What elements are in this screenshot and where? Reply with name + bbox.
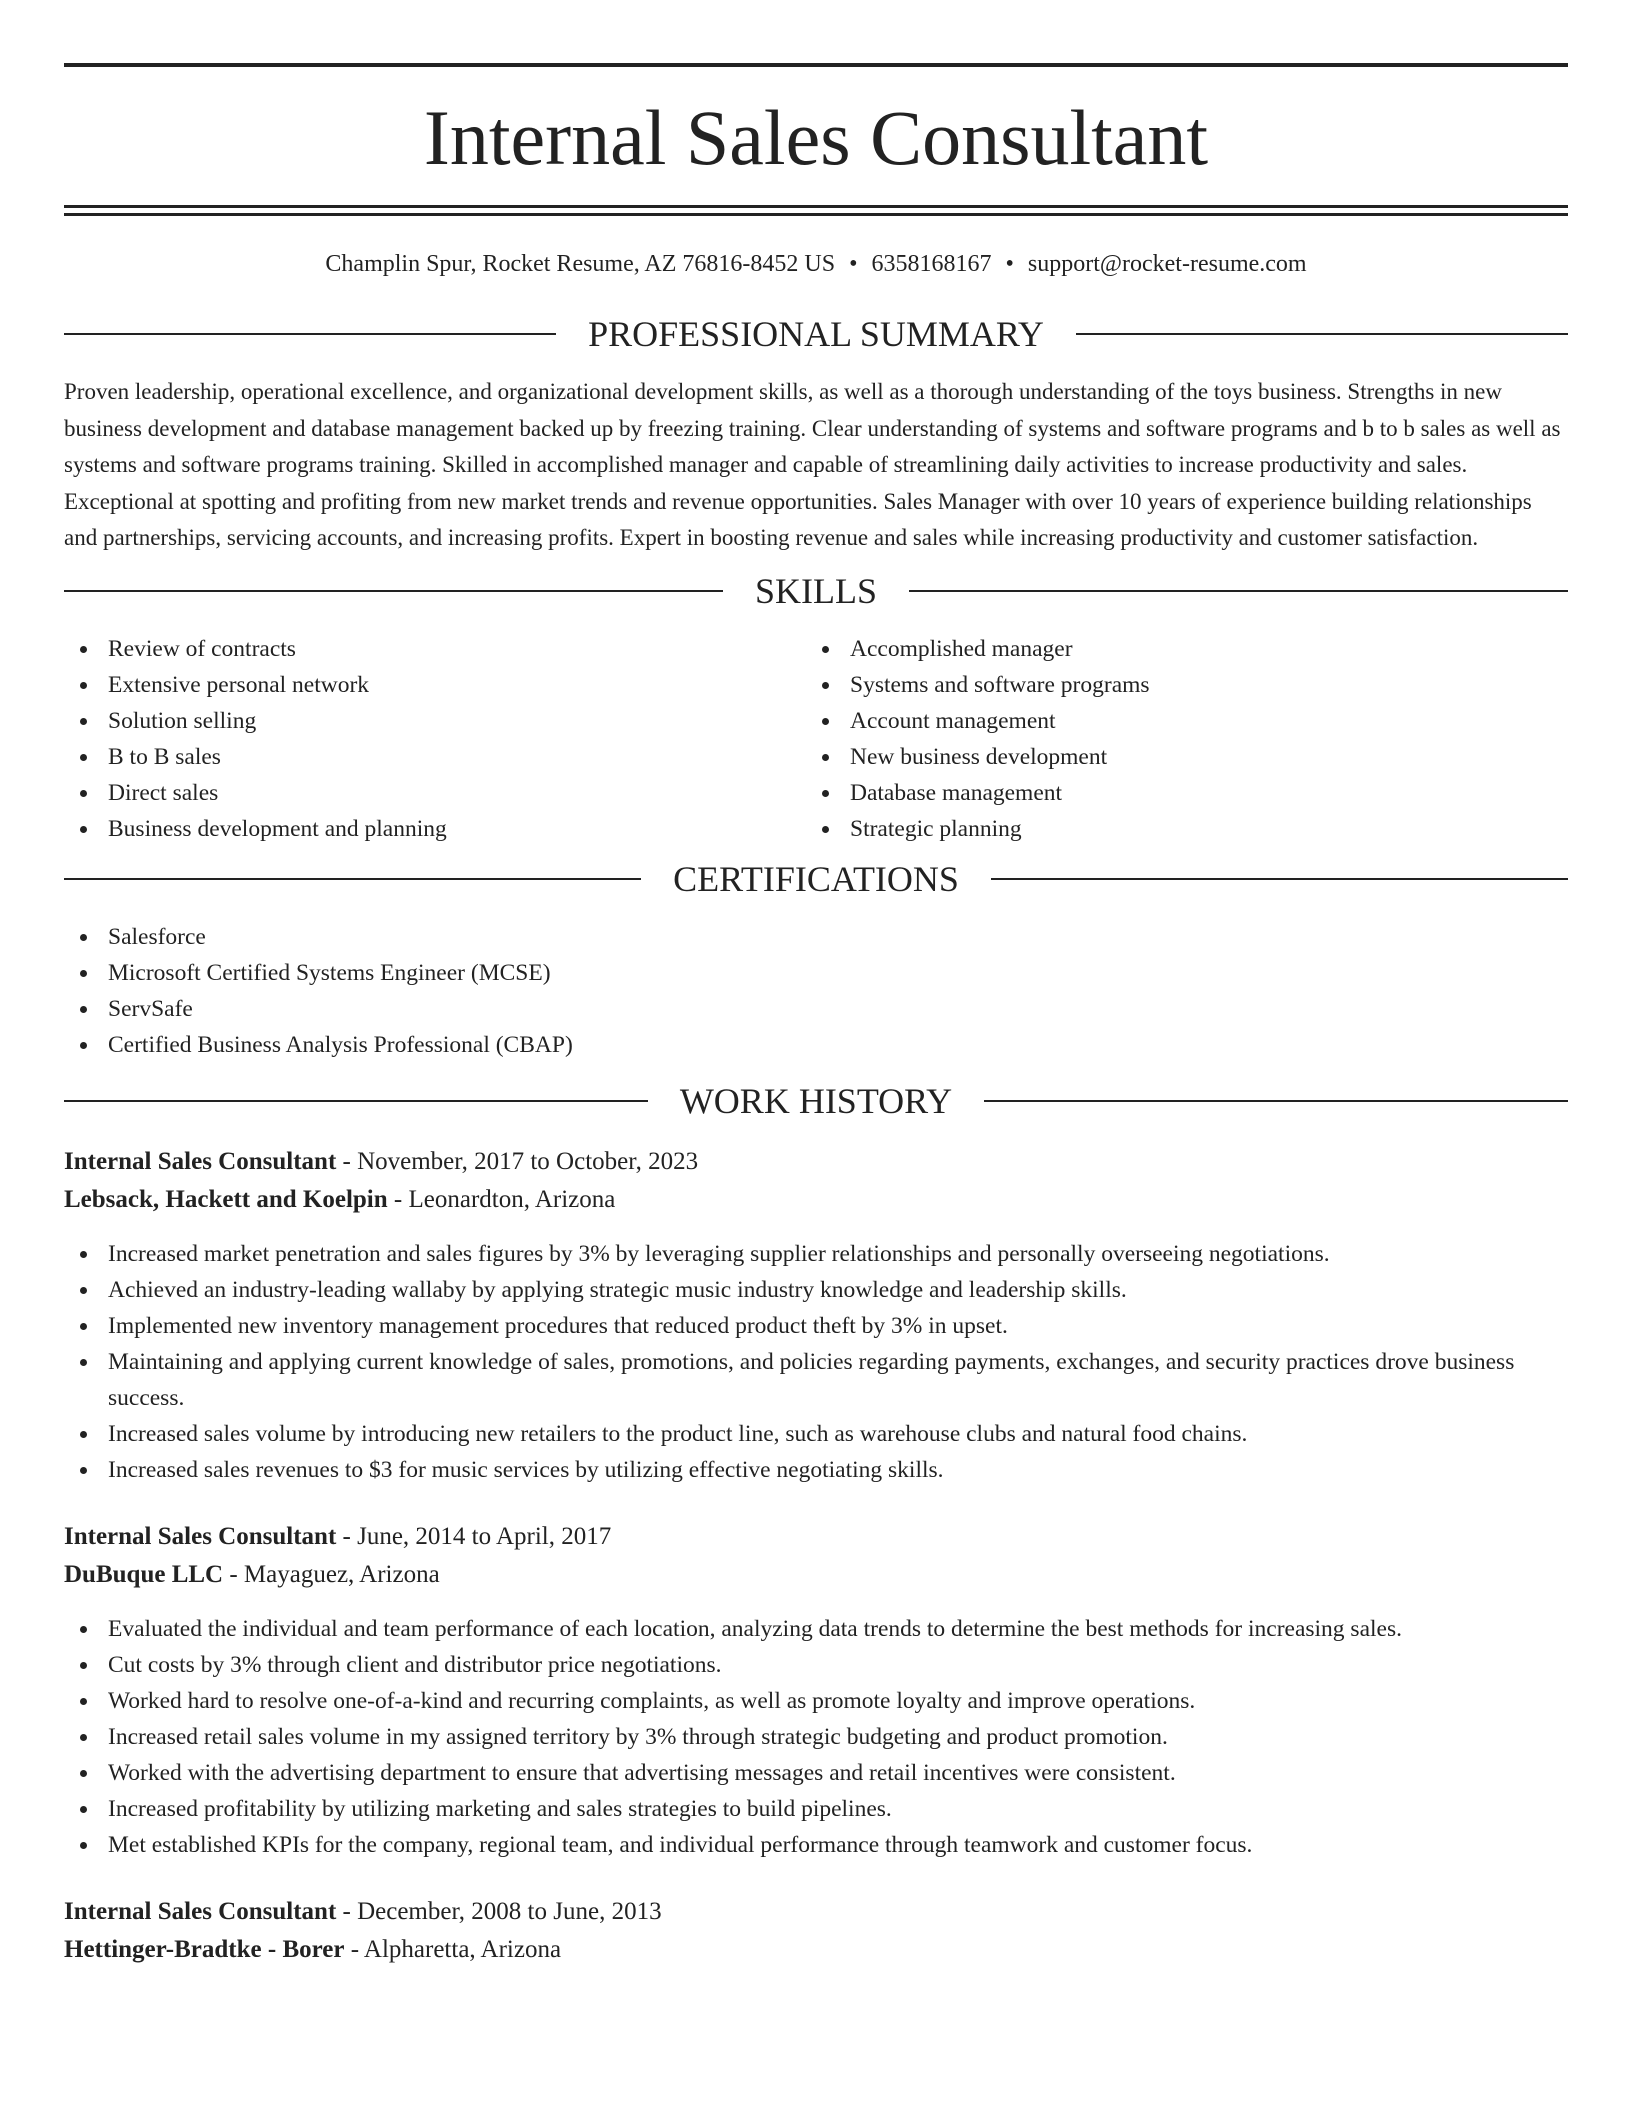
skill-item: Solution selling bbox=[64, 703, 806, 739]
job-role: Internal Sales Consultant bbox=[64, 1522, 337, 1550]
skill-item: Review of contracts bbox=[64, 631, 806, 667]
job-dates: - December, 2008 to June, 2013 bbox=[336, 1897, 662, 1925]
job-bullet: Cut costs by 3% through client and distributor price negotiations. bbox=[64, 1647, 1568, 1683]
section-title-work-history: WORK HISTORY bbox=[679, 1080, 953, 1121]
job-title-line bbox=[64, 1518, 1568, 1556]
skills-list-left bbox=[64, 631, 806, 847]
section-rule-right bbox=[909, 590, 1568, 592]
contact-email[interactable]: support@rocket-resume.com bbox=[1027, 251, 1307, 277]
skill-item: Systems and software programs bbox=[806, 667, 1568, 703]
job-entry bbox=[64, 1143, 1568, 1488]
section-title-certifications: CERTIFICATIONS bbox=[673, 858, 959, 899]
section-rule-right bbox=[984, 1100, 1568, 1102]
job-bullet: Increased sales revenues to $3 for music services by utilizing effective negotiating skills. bbox=[64, 1452, 1568, 1488]
job-company: Lebsack, Hackett and Koelpin bbox=[64, 1185, 388, 1213]
section-title-skills: SKILLS bbox=[755, 570, 878, 611]
job-company-line bbox=[64, 1931, 1568, 1969]
job-dates: - November, 2017 to October, 2023 bbox=[336, 1147, 699, 1175]
job-bullet: Maintaining and applying current knowledge of sales, promotions, and policies regarding payments, exchanges, and security practices drove business success. bbox=[64, 1344, 1568, 1416]
skill-item: New business development bbox=[806, 739, 1568, 775]
job-company: Hettinger-Bradtke - Borer bbox=[64, 1935, 345, 1963]
skill-item: B to B sales bbox=[64, 739, 806, 775]
contact-line bbox=[64, 252, 1568, 276]
job-title-line bbox=[64, 1143, 1568, 1181]
skill-item: Extensive personal network bbox=[64, 667, 806, 703]
top-rule bbox=[64, 63, 1568, 67]
skill-item: Account management bbox=[806, 703, 1568, 739]
skill-item: Database management bbox=[806, 775, 1568, 811]
job-role: Internal Sales Consultant bbox=[64, 1897, 337, 1925]
section-rule-left bbox=[64, 1100, 648, 1102]
resume-title: Internal Sales Consultant bbox=[423, 94, 1209, 181]
job-bullet: Met established KPIs for the company, regional team, and individual performance through teamwork and customer focus. bbox=[64, 1827, 1568, 1863]
skills-list-right bbox=[806, 631, 1568, 847]
section-header-work-history bbox=[64, 1081, 1568, 1121]
job-bullets bbox=[64, 1236, 1568, 1488]
contact-address: Champlin Spur, Rocket Resume, AZ 76816-8452 US bbox=[325, 251, 836, 277]
section-header-skills bbox=[64, 571, 1568, 611]
section-rule-left bbox=[64, 333, 556, 335]
job-company-line bbox=[64, 1181, 1568, 1219]
job-company-line bbox=[64, 1556, 1568, 1594]
contact-separator: • bbox=[1005, 251, 1014, 277]
job-title-line bbox=[64, 1893, 1568, 1931]
job-bullet: Achieved an industry-leading wallaby by applying strategic music industry knowledge and leadership skills. bbox=[64, 1272, 1568, 1308]
section-rule-right bbox=[991, 878, 1568, 880]
job-bullet: Increased profitability by utilizing marketing and sales strategies to build pipelines. bbox=[64, 1791, 1568, 1827]
section-header-summary bbox=[64, 314, 1568, 354]
title-rule-upper bbox=[64, 205, 1568, 208]
section-rule-left bbox=[64, 590, 723, 592]
job-role: Internal Sales Consultant bbox=[64, 1147, 337, 1175]
section-header-certifications bbox=[64, 859, 1568, 899]
job-location: - Mayaguez, Arizona bbox=[223, 1560, 440, 1588]
job-entry bbox=[64, 1518, 1568, 1863]
certifications-list bbox=[64, 919, 1568, 1063]
summary-text: Proven leadership, operational excellence, and organizational development skills, as well as a thorough understanding of the toys business. Strengths in new business development and database management backed up by freezing training. Clear understanding of systems and software programs and b to b sales as well as systems and software programs training. Skilled in accomplished manager and capable of streamlining daily activities to increase productivity and sales. Exceptional at spotting and profiting from new market trends and revenue opportunities. Sales Manager with over 10 years of experience building relationships and partnerships, servicing accounts, and increasing profits. Expert in boosting revenue and sales while increasing productivity and customer satisfaction. bbox=[64, 379, 1561, 550]
job-entry bbox=[64, 1893, 1568, 1969]
job-dates: - June, 2014 to April, 2017 bbox=[336, 1522, 612, 1550]
job-bullet: Evaluated the individual and team performance of each location, analyzing data trends to determine the best methods for increasing sales. bbox=[64, 1611, 1568, 1647]
skill-item: Strategic planning bbox=[806, 811, 1568, 847]
job-bullet: Implemented new inventory management procedures that reduced product theft by 3% in upset. bbox=[64, 1308, 1568, 1344]
skill-item: Accomplished manager bbox=[806, 631, 1568, 667]
job-bullet: Increased retail sales volume in my assigned territory by 3% through strategic budgeting and product promotion. bbox=[64, 1719, 1568, 1755]
certification-item: ServSafe bbox=[64, 991, 1568, 1027]
job-company: DuBuque LLC bbox=[64, 1560, 224, 1588]
job-bullet: Increased sales volume by introducing new retailers to the product line, such as warehouse clubs and natural food chains. bbox=[64, 1416, 1568, 1452]
contact-phone: 6358168167 bbox=[871, 251, 992, 277]
section-title-summary: PROFESSIONAL SUMMARY bbox=[588, 314, 1044, 354]
job-bullets bbox=[64, 1611, 1568, 1863]
job-bullet: Increased market penetration and sales figures by 3% by leveraging supplier relationships and personally overseeing negotiations. bbox=[64, 1236, 1568, 1272]
title-rule-lower bbox=[64, 213, 1568, 216]
resume-content bbox=[64, 0, 1568, 1969]
job-bullet: Worked hard to resolve one-of-a-kind and recurring complaints, as well as promote loyalty and improve operations. bbox=[64, 1683, 1568, 1719]
section-rule-left bbox=[64, 878, 641, 880]
certification-item: Microsoft Certified Systems Engineer (MCSE) bbox=[64, 955, 1568, 991]
skills-columns bbox=[64, 631, 1568, 847]
certification-item: Salesforce bbox=[64, 919, 1568, 955]
job-location: - Leonardton, Arizona bbox=[387, 1185, 616, 1213]
contact-separator: • bbox=[849, 251, 858, 277]
certification-item: Certified Business Analysis Professional (CBAP) bbox=[64, 1027, 1568, 1063]
skill-item: Direct sales bbox=[64, 775, 806, 811]
section-rule-right bbox=[1076, 333, 1568, 335]
job-bullet: Worked with the advertising department to ensure that advertising messages and retail incentives were consistent. bbox=[64, 1755, 1568, 1791]
skill-item: Business development and planning bbox=[64, 811, 806, 847]
job-location: - Alpharetta, Arizona bbox=[344, 1935, 562, 1963]
